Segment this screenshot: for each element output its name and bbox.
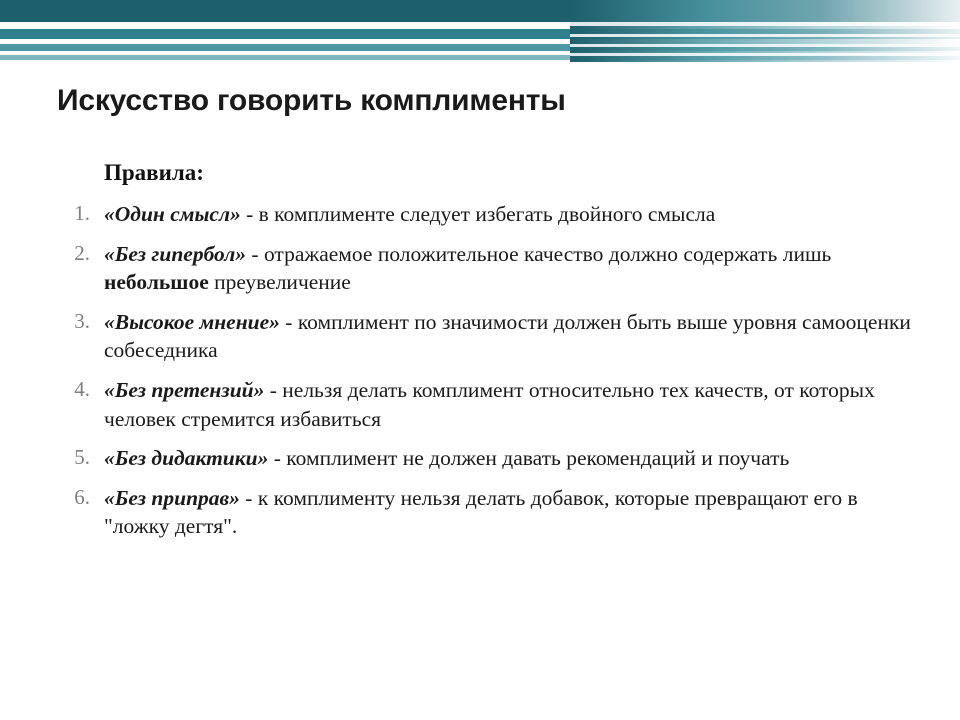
rule-item xyxy=(48,444,928,473)
rule-text xyxy=(104,484,928,541)
rule-keyword: «Без приправ» xyxy=(104,485,240,510)
rules-list xyxy=(48,200,928,541)
rule-body-before: - комплимент не должен давать рекомендаций и поучать xyxy=(268,446,790,471)
rule-text xyxy=(104,240,928,297)
rule-keyword: «Без дидактики» xyxy=(104,446,269,471)
rule-item xyxy=(48,308,928,365)
rule-number: 2. xyxy=(74,240,90,265)
rule-number: 6. xyxy=(74,484,90,509)
rule-item xyxy=(48,376,928,433)
rule-text xyxy=(104,376,928,433)
rule-text xyxy=(104,444,928,473)
rule-text xyxy=(104,308,928,365)
page-title: Искусство говорить комплименты xyxy=(57,84,566,117)
rule-body-before: - нельзя делать комплимент относительно тех качеств, от которых человек стремится избавиться xyxy=(104,377,875,431)
rule-body-before: - комплимент по значимости должен быть выше уровня самооценки собеседника xyxy=(104,309,911,363)
subheading: Правила: xyxy=(104,160,204,185)
rule-keyword: «Высокое мнение» xyxy=(104,309,280,334)
rule-number: 5. xyxy=(74,445,90,470)
slide-body xyxy=(48,160,928,552)
rule-number: 4. xyxy=(74,376,90,401)
rule-body-before: - отражаемое положительное качество должно содержать лишь xyxy=(246,241,832,266)
rule-emphasis: небольшое xyxy=(104,270,209,295)
rule-item xyxy=(48,484,928,541)
rule-number: 1. xyxy=(74,201,90,225)
header-wedge-lines xyxy=(570,0,960,62)
rule-keyword: «Без гипербол» xyxy=(104,241,247,266)
rule-keyword: «Один смысл» xyxy=(104,202,241,226)
rule-text xyxy=(104,200,928,229)
header-stripe-band xyxy=(0,0,960,62)
rule-body-before: - в комплименте следует избегать двойного смысла xyxy=(240,202,716,226)
rule-body-after: преувеличение xyxy=(208,270,351,295)
rule-number: 3. xyxy=(74,308,90,333)
rule-item xyxy=(48,240,928,297)
rule-keyword: «Без претензий» xyxy=(104,377,265,402)
rule-body-before: - к комплименту нельзя делать добавок, которые превращают его в "ложку дегтя". xyxy=(104,485,858,539)
rule-item xyxy=(48,200,928,229)
